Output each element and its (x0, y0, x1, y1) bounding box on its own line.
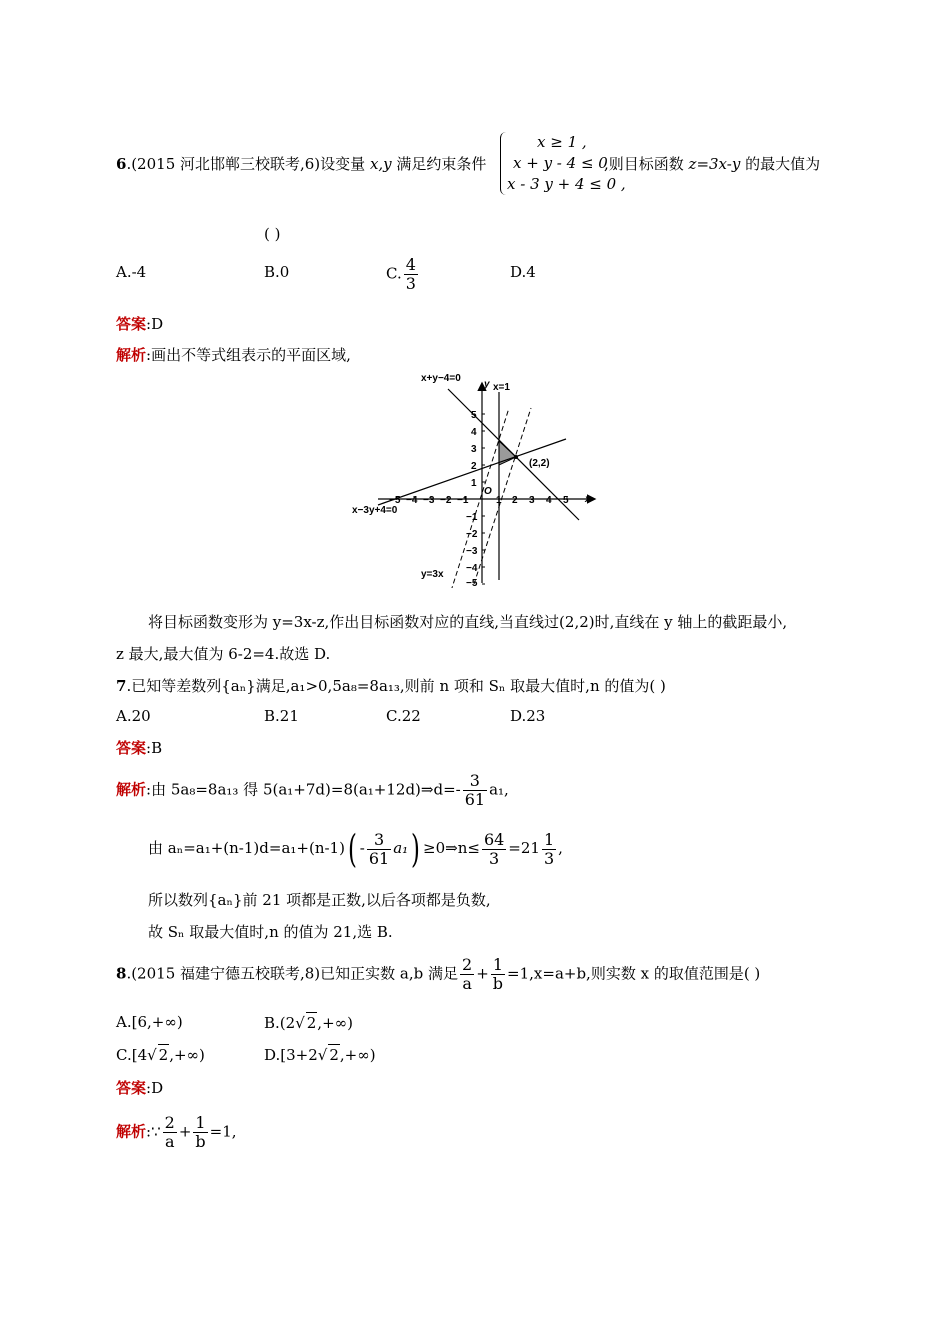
q6-option-d: D.4 (510, 263, 536, 281)
q6-option-c: C. $\frac{4}{3}$ (386, 255, 416, 293)
q6-solution-line1: 解析:画出不等式组表示的平面区域, (116, 346, 351, 364)
x-tick-label: −4 (406, 495, 418, 506)
q8-solution-line1: 解析:∵ $\frac{2}{a}$ + $\frac{1}{b}$ =1, (116, 1113, 237, 1151)
y-tick-label: −5 (466, 578, 478, 588)
q7-solution-line4: 故 Sₙ 取最大值时,n 的值为 21,选 B. (148, 923, 393, 941)
x-tick-label: 3 (529, 495, 535, 506)
y-tick-label: 3 (471, 444, 477, 455)
q8-option-b: B.(2√ 2,+∞) (264, 1014, 353, 1032)
y-tick-label: −1 (466, 512, 478, 523)
q7-number: 7 (116, 677, 127, 695)
x-tick-label: 5 (563, 495, 569, 506)
q6-stem: 6.(2015 河北邯郸三校联考,6)设变量 x,y 满足约束条件 (116, 155, 487, 173)
y-tick-label: 1 (471, 478, 477, 489)
label-x-equals-1: x=1 (493, 382, 510, 393)
x-tick-label: 1 (496, 495, 502, 506)
q7-solution-line1: 解析:由 5a₈=8a₁₃ 得 5(a₁+7d)=8(a₁+12d)⇒d=- $\frac{3}{61}$ a₁, (116, 771, 509, 809)
y-tick-label: 5 (471, 410, 477, 421)
q7-option-b: B.21 (264, 707, 299, 725)
y-tick-label: 4 (471, 427, 477, 438)
q6-option-a: A.-4 (116, 263, 147, 281)
q7-option-d: D.23 (510, 707, 546, 725)
x-tick-label: 4 (546, 495, 552, 506)
q8-option-d: D.[3+2√ 2,+∞) (264, 1046, 376, 1064)
q6-number: 6 (116, 155, 127, 173)
label-origin: O (484, 486, 492, 497)
q6-stem-tail: ,则目标函数 z=3x-y 的最大值为 (604, 155, 821, 173)
q6-answer: 答案:D (116, 315, 164, 333)
y-tick-label: 2 (471, 461, 477, 472)
q8-answer: 答案:D (116, 1079, 164, 1097)
x-tick-label: −3 (423, 495, 435, 506)
q6-option-b: B.0 (264, 263, 290, 281)
q7-solution-line2: 由 aₙ=a₁+(n-1)d=a₁+(n-1)( - $\frac{3}{61}$ a₁) ≥0⇒n≤ $\frac{64}{3}$ =21 $\frac{1}{3}$ , (148, 827, 563, 871)
y-tick-label: −2 (466, 529, 478, 540)
label-line1: x+y−4=0 (421, 373, 461, 384)
x-tick-label: 2 (512, 495, 518, 506)
q7-solution-line3: 所以数列{aₙ}前 21 项都是正数,以后各项都是负数, (148, 891, 491, 909)
q6-constraint-system: x ≥ 1 , x + y - 4 ≤ 0 , x - 3 y + 4 ≤ 0 , (500, 132, 626, 195)
label-x-axis: x (585, 494, 591, 505)
q6-blank: ( ) (264, 225, 281, 243)
y-tick-label: −3 (466, 546, 478, 557)
label-line3: y=3x (421, 569, 444, 580)
label-y-axis: y (484, 379, 490, 390)
x-tick-label: −5 (389, 495, 401, 506)
q6-solution-line2: 将目标函数变形为 y=3x-z,作出目标函数对应的直线,当直线过(2,2)时,直线在 y 轴上的截距最小, (148, 613, 788, 631)
q7-option-a: A.20 (116, 707, 151, 725)
label-point: (2,2) (529, 458, 550, 469)
q6-feasible-region-graph (350, 368, 610, 588)
q8-number: 8 (116, 964, 127, 983)
x-tick-label: −2 (440, 495, 452, 506)
q7-option-c: C.22 (386, 707, 421, 725)
q8-stem: 8.(2015 福建宁德五校联考,8)已知正实数 a,b 满足 $\frac{2}{a}$ + $\frac{1}{b}$ =1,x=a+b,则实数 x 的取值范围是( ) (116, 955, 761, 993)
x-tick-label: −1 (457, 495, 469, 506)
y-tick-label: −4 (466, 563, 478, 574)
label-line2: x−3y+4=0 (352, 505, 398, 516)
q7-answer: 答案:B (116, 739, 163, 757)
q6-solution-line3: z 最大,最大值为 6-2=4.故选 D. (116, 645, 331, 663)
q8-option-a: A.[6,+∞) (116, 1013, 183, 1031)
q7-stem: 7.已知等差数列{aₙ}满足,a₁>0,5a₈=8a₁₃,则前 n 项和 Sₙ 取最大值时,n 的值为( ) (116, 677, 666, 695)
q8-option-c: C.[4√ 2,+∞) (116, 1046, 205, 1064)
